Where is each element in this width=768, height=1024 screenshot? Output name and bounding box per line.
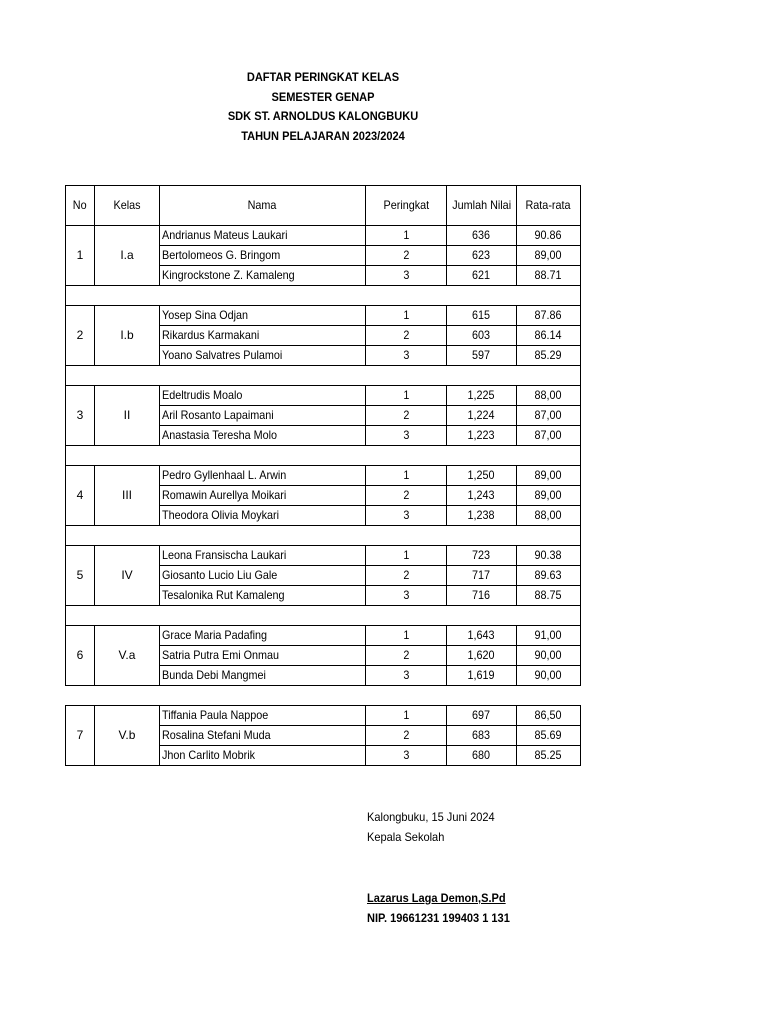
cell-nama bbox=[160, 546, 366, 566]
table-row bbox=[66, 306, 581, 326]
cell-jumlah-nilai-text: 615 bbox=[472, 308, 491, 322]
cell-kelas: I.b bbox=[95, 306, 160, 366]
cell-jumlah-nilai-text: 1,223 bbox=[467, 428, 496, 442]
cell-jumlah-nilai bbox=[447, 746, 517, 766]
cell-jumlah-nilai-text: 723 bbox=[472, 548, 491, 562]
cell-jumlah-nilai-text: 1,643 bbox=[467, 628, 496, 642]
cell-rata-rata bbox=[517, 346, 581, 366]
cell-rata-rata bbox=[517, 486, 581, 506]
cell-peringkat-text: 2 bbox=[402, 248, 410, 262]
cell-nama-text: Tesalonika Rut Kamaleng bbox=[162, 588, 285, 602]
cell-kelas: II bbox=[95, 386, 160, 446]
group-separator-cell bbox=[66, 686, 581, 706]
cell-jumlah-nilai bbox=[447, 586, 517, 606]
table-body bbox=[66, 226, 581, 766]
cell-jumlah-nilai-text: 1,224 bbox=[467, 408, 496, 422]
cell-nama-text: Bunda Debi Mangmei bbox=[162, 668, 266, 682]
cell-rata-rata bbox=[517, 406, 581, 426]
cell-rata-rata bbox=[517, 646, 581, 666]
cell-rata-rata bbox=[517, 666, 581, 686]
cell-jumlah-nilai bbox=[447, 646, 517, 666]
cell-jumlah-nilai-text: 697 bbox=[472, 708, 491, 722]
cell-nama bbox=[160, 386, 366, 406]
group-separator-cell bbox=[66, 286, 581, 306]
cell-rata-rata-text: 89.63 bbox=[534, 568, 563, 582]
cell-peringkat-text: 1 bbox=[402, 468, 410, 482]
header-rata-rata: Rata-rata bbox=[517, 186, 581, 226]
cell-nama bbox=[160, 746, 366, 766]
cell-peringkat-text: 2 bbox=[402, 568, 410, 582]
cell-jumlah-nilai-text: 636 bbox=[472, 228, 491, 242]
cell-peringkat bbox=[366, 386, 447, 406]
cell-peringkat bbox=[366, 666, 447, 686]
cell-rata-rata bbox=[517, 226, 581, 246]
cell-nama bbox=[160, 706, 366, 726]
cell-rata-rata bbox=[517, 706, 581, 726]
cell-rata-rata-text: 88.71 bbox=[534, 268, 563, 282]
cell-peringkat bbox=[366, 266, 447, 286]
cell-peringkat bbox=[366, 566, 447, 586]
cell-rata-rata bbox=[517, 386, 581, 406]
cell-nama-text: Kingrockstone Z. Kamaleng bbox=[162, 268, 295, 282]
cell-rata-rata bbox=[517, 246, 581, 266]
cell-rata-rata bbox=[517, 626, 581, 646]
cell-rata-rata-text: 87,00 bbox=[534, 428, 563, 442]
cell-rata-rata-text: 86.14 bbox=[534, 328, 563, 342]
cell-jumlah-nilai bbox=[447, 346, 517, 366]
cell-kelas: V.b bbox=[95, 706, 160, 766]
cell-peringkat-text: 1 bbox=[402, 708, 410, 722]
cell-kelas: I.a bbox=[95, 226, 160, 286]
cell-rata-rata-text: 87,00 bbox=[534, 408, 563, 422]
cell-nama bbox=[160, 646, 366, 666]
cell-jumlah-nilai bbox=[447, 666, 517, 686]
cell-rata-rata bbox=[517, 726, 581, 746]
cell-nama bbox=[160, 566, 366, 586]
ranking-table bbox=[65, 185, 581, 766]
cell-rata-rata-text: 90,00 bbox=[534, 648, 563, 662]
cell-nama-text: Anastasia Teresha Molo bbox=[162, 428, 278, 442]
cell-nama-text: Tiffania Paula Nappoe bbox=[162, 708, 269, 722]
cell-nama bbox=[160, 346, 366, 366]
cell-peringkat bbox=[366, 226, 447, 246]
cell-rata-rata-text: 89,00 bbox=[534, 248, 563, 262]
cell-peringkat-text: 1 bbox=[402, 548, 410, 562]
cell-nama-text: Giosanto Lucio Liu Gale bbox=[162, 568, 278, 582]
cell-no: 4 bbox=[66, 466, 95, 526]
cell-no: 3 bbox=[66, 386, 95, 446]
table-header-row bbox=[66, 186, 581, 226]
table-row bbox=[66, 706, 581, 726]
cell-rata-rata-text: 89,00 bbox=[534, 488, 563, 502]
cell-nama-text: Theodora Olivia Moykari bbox=[162, 508, 280, 522]
cell-nama-text: Grace Maria Padafing bbox=[162, 628, 268, 642]
cell-rata-rata-text: 87.86 bbox=[534, 308, 563, 322]
cell-jumlah-nilai-text: 1,238 bbox=[467, 508, 496, 522]
cell-rata-rata-text: 85.69 bbox=[534, 728, 563, 742]
cell-jumlah-nilai-text: 1,243 bbox=[467, 488, 496, 502]
cell-nama-text: Leona Fransischa Laukari bbox=[162, 548, 287, 562]
cell-jumlah-nilai bbox=[447, 486, 517, 506]
cell-nama-text: Jhon Carlito Mobrik bbox=[162, 748, 256, 762]
cell-rata-rata-text: 85.29 bbox=[534, 348, 563, 362]
group-separator-row bbox=[66, 446, 581, 466]
cell-peringkat-text: 1 bbox=[402, 228, 410, 242]
cell-peringkat bbox=[366, 466, 447, 486]
cell-peringkat bbox=[366, 706, 447, 726]
cell-nama bbox=[160, 226, 366, 246]
table-row bbox=[66, 386, 581, 406]
cell-kelas: IV bbox=[95, 546, 160, 606]
cell-jumlah-nilai-text: 1,619 bbox=[467, 668, 496, 682]
cell-jumlah-nilai bbox=[447, 426, 517, 446]
cell-nama-text: Aril Rosanto Lapaimani bbox=[162, 408, 274, 422]
group-separator-cell bbox=[66, 606, 581, 626]
cell-rata-rata-text: 89,00 bbox=[534, 468, 563, 482]
cell-jumlah-nilai-text: 623 bbox=[472, 248, 491, 262]
cell-peringkat-text: 3 bbox=[402, 748, 410, 762]
cell-jumlah-nilai-text: 603 bbox=[472, 328, 491, 342]
cell-jumlah-nilai bbox=[447, 306, 517, 326]
cell-rata-rata bbox=[517, 306, 581, 326]
cell-jumlah-nilai-text: 597 bbox=[472, 348, 491, 362]
cell-rata-rata bbox=[517, 466, 581, 486]
cell-nama bbox=[160, 486, 366, 506]
cell-jumlah-nilai bbox=[447, 546, 517, 566]
cell-rata-rata-text: 85.25 bbox=[534, 748, 563, 762]
cell-rata-rata bbox=[517, 426, 581, 446]
cell-peringkat-text: 2 bbox=[402, 648, 410, 662]
table-row bbox=[66, 546, 581, 566]
group-separator-row bbox=[66, 526, 581, 546]
cell-jumlah-nilai bbox=[447, 406, 517, 426]
cell-nama-text: Romawin Aurellya Moikari bbox=[162, 488, 287, 502]
cell-peringkat bbox=[366, 746, 447, 766]
cell-rata-rata-text: 88,00 bbox=[534, 388, 563, 402]
title-line-3: SDK ST. ARNOLDUS KALONGBUKU bbox=[227, 109, 419, 123]
group-separator-row bbox=[66, 606, 581, 626]
cell-no: 1 bbox=[66, 226, 95, 286]
cell-rata-rata-text: 86,50 bbox=[534, 708, 563, 722]
cell-jumlah-nilai bbox=[447, 386, 517, 406]
cell-nama bbox=[160, 406, 366, 426]
cell-jumlah-nilai bbox=[447, 246, 517, 266]
cell-peringkat bbox=[366, 246, 447, 266]
cell-jumlah-nilai bbox=[447, 626, 517, 646]
cell-jumlah-nilai bbox=[447, 226, 517, 246]
group-separator-cell bbox=[66, 366, 581, 386]
cell-peringkat bbox=[366, 546, 447, 566]
cell-nama bbox=[160, 506, 366, 526]
cell-peringkat bbox=[366, 426, 447, 446]
signature-role: Kepala Sekolah bbox=[367, 830, 445, 844]
cell-jumlah-nilai bbox=[447, 726, 517, 746]
table-row bbox=[66, 466, 581, 486]
cell-nama bbox=[160, 306, 366, 326]
cell-peringkat bbox=[366, 486, 447, 506]
cell-jumlah-nilai-text: 621 bbox=[472, 268, 491, 282]
cell-nama bbox=[160, 246, 366, 266]
title-line-2: SEMESTER GENAP bbox=[271, 89, 375, 104]
cell-nama bbox=[160, 326, 366, 346]
cell-jumlah-nilai bbox=[447, 466, 517, 486]
cell-rata-rata bbox=[517, 586, 581, 606]
cell-jumlah-nilai-text: 1,225 bbox=[467, 388, 496, 402]
cell-jumlah-nilai-text: 680 bbox=[472, 748, 491, 762]
cell-kelas: III bbox=[95, 466, 160, 526]
cell-rata-rata-text: 90,00 bbox=[534, 668, 563, 682]
cell-rata-rata bbox=[517, 326, 581, 346]
cell-nama-text: Edeltrudis Moalo bbox=[162, 388, 243, 402]
table-row bbox=[66, 226, 581, 246]
cell-rata-rata-text: 88,00 bbox=[534, 508, 563, 522]
cell-peringkat bbox=[366, 306, 447, 326]
cell-rata-rata bbox=[517, 746, 581, 766]
cell-peringkat-text: 2 bbox=[402, 408, 410, 422]
header-nama: Nama bbox=[160, 186, 366, 226]
cell-peringkat-text: 2 bbox=[402, 488, 410, 502]
cell-peringkat-text: 3 bbox=[402, 268, 410, 282]
group-separator-cell bbox=[66, 526, 581, 546]
cell-jumlah-nilai bbox=[447, 706, 517, 726]
cell-peringkat-text: 3 bbox=[402, 668, 410, 682]
cell-peringkat-text: 2 bbox=[402, 728, 410, 742]
cell-jumlah-nilai bbox=[447, 326, 517, 346]
group-separator-row bbox=[66, 366, 581, 386]
cell-peringkat-text: 1 bbox=[402, 308, 410, 322]
cell-nama-text: Satria Putra Emi Onmau bbox=[162, 648, 280, 662]
cell-no: 6 bbox=[66, 626, 95, 686]
cell-nama bbox=[160, 426, 366, 446]
cell-nama-text: Rosalina Stefani Muda bbox=[162, 728, 271, 742]
cell-peringkat-text: 3 bbox=[402, 588, 410, 602]
cell-no: 5 bbox=[66, 546, 95, 606]
cell-rata-rata-text: 90.38 bbox=[534, 548, 563, 562]
header-no: No bbox=[66, 186, 95, 226]
cell-rata-rata bbox=[517, 566, 581, 586]
cell-nama bbox=[160, 586, 366, 606]
cell-nama-text: Rikardus Karmakani bbox=[162, 328, 260, 342]
cell-nama bbox=[160, 666, 366, 686]
cell-peringkat bbox=[366, 726, 447, 746]
cell-jumlah-nilai bbox=[447, 506, 517, 526]
cell-peringkat bbox=[366, 506, 447, 526]
cell-rata-rata-text: 88.75 bbox=[534, 588, 563, 602]
group-separator-row bbox=[66, 286, 581, 306]
title-line-4: TAHUN PELAJARAN 2023/2024 bbox=[241, 128, 405, 143]
cell-jumlah-nilai bbox=[447, 566, 517, 586]
header-kelas: Kelas bbox=[95, 186, 160, 226]
cell-peringkat-text: 3 bbox=[402, 348, 410, 362]
cell-peringkat-text: 3 bbox=[402, 428, 410, 442]
group-separator-row bbox=[66, 686, 581, 706]
signature-nip: NIP. 19661231 199403 1 131 bbox=[367, 911, 510, 925]
cell-jumlah-nilai-text: 1,620 bbox=[467, 648, 496, 662]
cell-no: 2 bbox=[66, 306, 95, 366]
cell-peringkat-text: 2 bbox=[402, 328, 410, 342]
cell-peringkat bbox=[366, 406, 447, 426]
cell-peringkat-text: 3 bbox=[402, 508, 410, 522]
cell-jumlah-nilai-text: 1,250 bbox=[467, 468, 496, 482]
cell-jumlah-nilai-text: 717 bbox=[472, 568, 491, 582]
cell-nama bbox=[160, 466, 366, 486]
cell-peringkat bbox=[366, 326, 447, 346]
cell-nama-text: Pedro Gyllenhaal L. Arwin bbox=[162, 468, 287, 482]
cell-jumlah-nilai-text: 716 bbox=[472, 588, 491, 602]
cell-peringkat-text: 1 bbox=[402, 388, 410, 402]
cell-rata-rata bbox=[517, 546, 581, 566]
cell-peringkat bbox=[366, 646, 447, 666]
table-row bbox=[66, 626, 581, 646]
page-title bbox=[185, 68, 461, 146]
cell-rata-rata bbox=[517, 266, 581, 286]
cell-nama bbox=[160, 726, 366, 746]
cell-nama-text: Yoano Salvatres Pulamoi bbox=[162, 348, 283, 362]
cell-peringkat bbox=[366, 626, 447, 646]
cell-rata-rata bbox=[517, 506, 581, 526]
cell-rata-rata-text: 90.86 bbox=[534, 228, 563, 242]
header-jumlah-nilai: Jumlah Nilai bbox=[447, 186, 517, 226]
signature-name: Lazarus Laga Demon,S.Pd bbox=[367, 891, 506, 905]
cell-nama bbox=[160, 626, 366, 646]
group-separator-cell bbox=[66, 446, 581, 466]
cell-peringkat bbox=[366, 586, 447, 606]
cell-peringkat-text: 1 bbox=[402, 628, 410, 642]
cell-kelas: V.a bbox=[95, 626, 160, 686]
cell-nama-text: Yosep Sina Odjan bbox=[162, 308, 249, 322]
cell-nama-text: Bertolomeos G. Bringom bbox=[162, 248, 281, 262]
cell-nama bbox=[160, 266, 366, 286]
cell-no: 7 bbox=[66, 706, 95, 766]
cell-rata-rata-text: 91,00 bbox=[534, 628, 563, 642]
header-peringkat: Peringkat bbox=[366, 186, 447, 226]
cell-nama-text: Andrianus Mateus Laukari bbox=[162, 228, 288, 242]
cell-jumlah-nilai-text: 683 bbox=[472, 728, 491, 742]
signature-place-date: Kalongbuku, 15 Juni 2024 bbox=[367, 810, 495, 824]
cell-peringkat bbox=[366, 346, 447, 366]
cell-jumlah-nilai bbox=[447, 266, 517, 286]
title-line-1: DAFTAR PERINGKAT KELAS bbox=[246, 70, 400, 84]
